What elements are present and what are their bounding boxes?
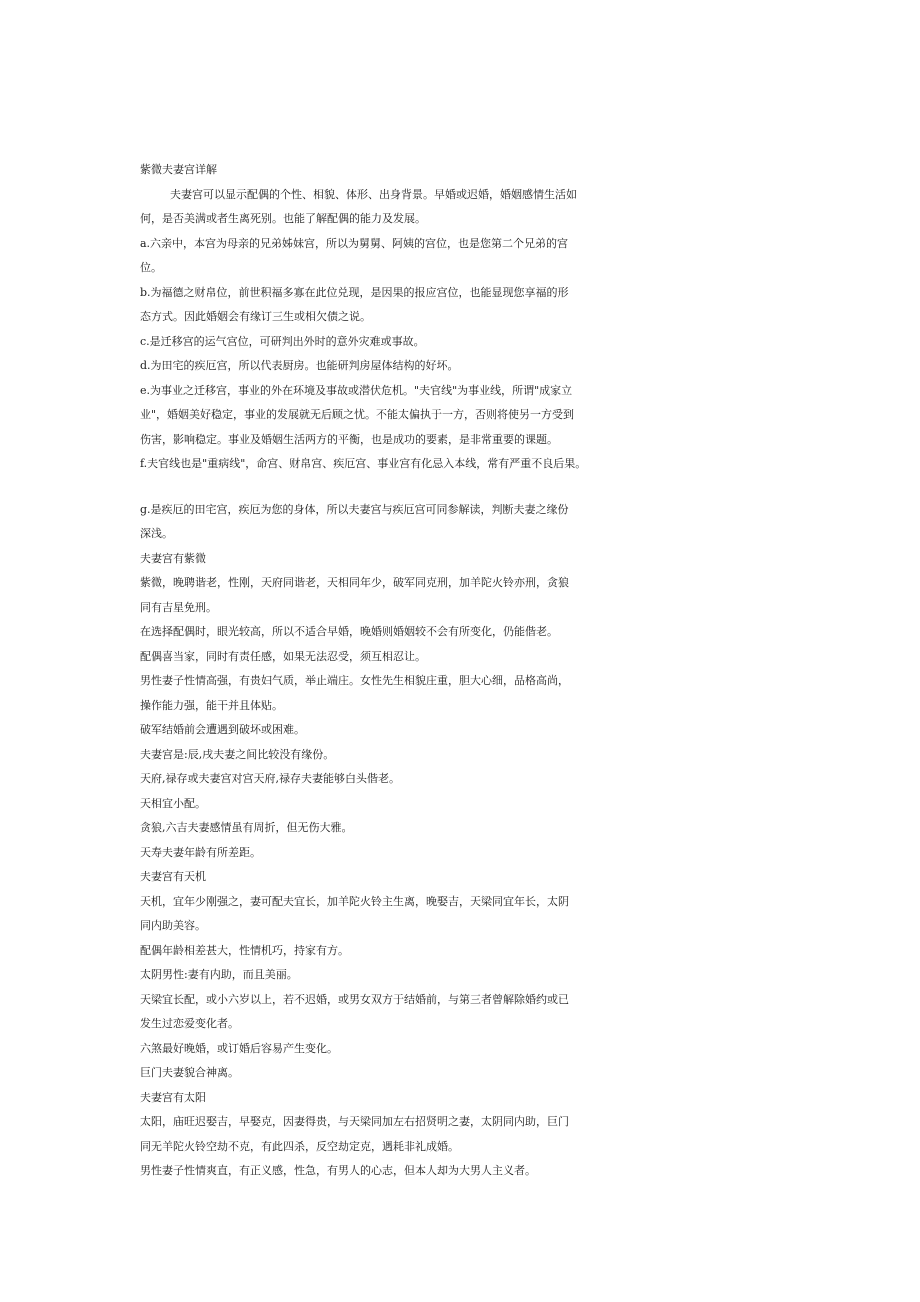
document-title: 紫微夫妻宫详解 (140, 163, 217, 176)
text-line: 发生过恋爱变化者。 (140, 1017, 239, 1030)
text-line: 六煞最好晚婚，或订婚后容易产生变化。 (140, 1041, 338, 1055)
text-line: 在选择配偶时，眼光较高，所以不适合早婚，晚婚则婚姻较不会有所变化，仍能偕老。 (140, 625, 558, 638)
text-line: 夫妻宫有天机 (140, 870, 206, 883)
text-line: 操作能力强，能干并且体贴。 (140, 698, 283, 712)
text-line: 天府,禄存或夫妻宫对宫天府,禄存夫妻能够白头偕老。 (140, 772, 400, 785)
text-line: 配偶喜当家，同时有责任感，如果无法忍受，须互相忍让。 (140, 649, 426, 663)
text-line: 天梁宜长配，或小六岁以上，若不迟婚，或男女双方于结婚前，与第三者曾解除婚约或已 (140, 992, 569, 1006)
document-page (140, 158, 820, 1184)
text-line: 天机，宜年少刚强之，妻可配夫宜长，加羊陀火铃主生离，晚娶吉，天梁同宜年长，太阴 (140, 894, 569, 908)
text-line: 男性妻子性情高强，有贵妇气质，举止端庄。女性先生相貌庄重，胆大心细，品格高尚， (140, 674, 569, 687)
text-line: 态方式。因此婚姻会有缘订三生或相欠债之说。 (140, 310, 371, 323)
text-line: 夫妻宫有太阳 (140, 1090, 206, 1104)
text-line: 深浅。 (140, 527, 173, 540)
text-line: 贪狼,六吉夫妻感情虽有周折，但无伤大雅。 (140, 821, 353, 834)
text-line: 夫妻宫有紫微 (140, 551, 206, 565)
paragraph-spacer (140, 477, 820, 498)
text-line: e.为事业之迁移宫，事业的外在环境及事故或潜伏危机。"夫官线"为事业线，所谓"成家立 (140, 383, 573, 397)
text-line: 紫微，晚聘谐老，性刚，天府同谐老，天相同年少，破军同克刑，加羊陀火铃亦刑，贪狼 (140, 576, 569, 589)
text-line: 同内助美容。 (140, 919, 206, 932)
text-line: 破军结婚前会遭遇到破坏或困难。 (140, 723, 305, 736)
text-line: 伤害，影响稳定。事业及婚姻生活两方的平衡，也是成功的要素，是非常重要的课题。 (140, 432, 558, 446)
text-line: 同无羊陀火铃空劫不克，有此四杀，反空劫定克，遇耗非礼成婚。 (140, 1139, 459, 1153)
text-line: 夫妻宫是:辰,戌夫妻之间比较没有缘份。 (140, 747, 335, 761)
text-line: 何，是否美满或者生离死别。也能了解配偶的能力及发展。 (140, 212, 426, 225)
text-line: 天相宜小配。 (140, 796, 206, 810)
text-line: d.为田宅的疾厄宫，所以代表厨房。也能研判房屋体结构的好坏。 (140, 359, 459, 372)
text-line: b.为福德之财帛位，前世积福多寡在此位兑现，是因果的报应宫位，也能显现您享福的形 (140, 285, 569, 299)
text-line: 配偶年龄相差甚大，性情机巧，持家有方。 (140, 943, 349, 957)
text-line: 太阳，庙旺迟娶吉，早娶克，因妻得贵，与天梁同加左右招贤明之妻，太阴同内助，巨门 (140, 1115, 569, 1128)
text-line: 业"，婚姻美好稳定，事业的发展就无后顾之忧。不能太偏执于一方，否则将使另一方受到 (140, 408, 575, 421)
text-line: c.是迁移宫的运气宫位，可研判出外时的意外灾难或事故。 (140, 334, 425, 348)
text-line: 夫妻宫可以显示配偶的个性、相貌、体形、出身背景。早婚或迟婚，婚姻感情生活如 (170, 187, 577, 201)
document-body (140, 183, 820, 1184)
text-line: 同有吉星免刑。 (140, 600, 217, 614)
text-line: 天寿夫妻年龄有所差距。 (140, 845, 261, 859)
text-line: a.六亲中，本宫为母亲的兄弟姊妹宫，所以为舅舅、阿姨的宫位，也是您第二个兄弟的宫 (140, 236, 569, 250)
text-line: 太阴男性:妻有内助，而且美丽。 (140, 968, 298, 981)
text-line: 男性妻子性情爽直，有正义感，性急，有男人的心志，但本人却为大男人主义者。 (140, 1164, 536, 1177)
text-line: 巨门夫妻貌合神离。 (140, 1066, 239, 1079)
text-line: g.是疾厄的田宅宫，疾厄为您的身体，所以夫妻宫与疾厄宫可同参解读，判断夫妻之缘份 (140, 502, 569, 516)
text-line: 位。 (140, 261, 162, 274)
text-line: f.夫官线也是"重病线"，命宫、财帛宫、疾厄宫、事业宫有化忌入本线，常有严重不良后果。 (140, 457, 587, 470)
